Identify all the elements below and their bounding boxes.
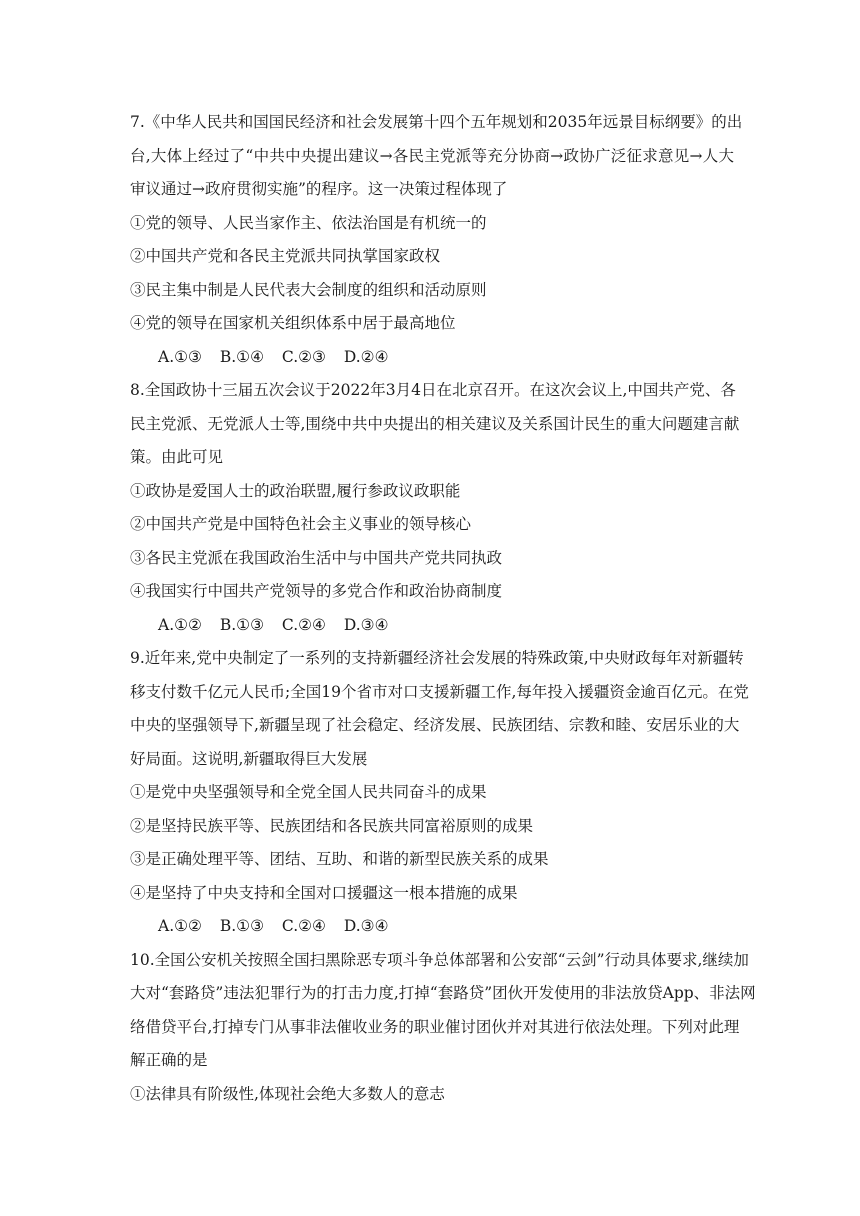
question-stem-line: 大对“套路贷”违法犯罪行为的打击力度,打掉“套路贷”团伙开发使用的非法放贷App、非法网 xyxy=(130,984,756,1002)
statement-option: ④我国实行中国共产党领导的多党合作和政治协商制度 xyxy=(130,582,503,600)
choice-c: C.②③ xyxy=(281,347,326,366)
question-stem-line: 台,大体上经过了“中共中央提出建议→各民主党派等充分协商→政协广泛征求意见→人大 xyxy=(130,146,734,165)
statement-option: ②中国共产党和各民主党派共同执掌国家政权 xyxy=(130,247,441,265)
choice-d: D.③④ xyxy=(343,917,389,935)
question-stem-line: 8.全国政协十三届五次会议于2022年3月4日在北京召开。在这次会议上,中国共产党、各 xyxy=(130,381,736,399)
question-stem-line: 审议通过→政府贯彻实施”的程序。这一决策过程体现了 xyxy=(130,180,508,198)
question-stem-line: 移支付数千亿元人民币;全国19个省市对口支援新疆工作,每年投入援疆资金逾百亿元。在党 xyxy=(130,682,749,701)
statement-option: ①是党中央坚强领导和全党全国人民共同奋斗的成果 xyxy=(130,783,487,801)
choice-b: B.①③ xyxy=(219,917,264,935)
choice-a: A.①② xyxy=(158,615,202,634)
statement-option: ②是坚持民族平等、民族团结和各民族共同富裕原则的成果 xyxy=(130,816,534,835)
choice-a: A.①② xyxy=(158,917,202,935)
statement-option: ②中国共产党是中国特色社会主义事业的领导核心 xyxy=(130,515,472,533)
question-10 xyxy=(130,944,756,1112)
question-7 xyxy=(130,106,743,374)
exam-page xyxy=(130,106,756,1111)
question-stem-line: 10.全国公安机关按照全国扫黑除恶专项斗争总体部署和公安部“云剑”行动具体要求,继续加 xyxy=(130,950,749,969)
choice-c: C.②④ xyxy=(281,615,326,634)
statement-option: ①法律具有阶级性,体现社会绝大多数人的意志 xyxy=(130,1084,445,1103)
choice-a: A.①③ xyxy=(158,347,202,366)
choice-b: B.①④ xyxy=(219,347,264,366)
statement-option: ④党的领导在国家机关组织体系中居于最高地位 xyxy=(130,314,456,332)
statement-option: ③民主集中制是人民代表大会制度的组织和活动原则 xyxy=(130,280,487,299)
statement-option: ①政协是爱国人士的政治联盟,履行参政议政职能 xyxy=(130,481,461,500)
question-stem-line: 络借贷平台,打掉专门从事非法催收业务的职业催讨团伙并对其进行依法处理。下列对此理 xyxy=(130,1017,740,1036)
question-stem-line: 好局面。这说明,新疆取得巨大发展 xyxy=(130,749,368,768)
choice-d: D.②④ xyxy=(343,347,389,366)
answer-choices xyxy=(130,341,734,375)
question-stem-line: 9.近年来,党中央制定了一系列的支持新疆经济社会发展的特殊政策,中央财政每年对新疆转 xyxy=(130,649,744,667)
question-stem-line: 民主党派、无党派人士等,围绕中共中央提出的相关建议及关系国计民生的重大问题建言献 xyxy=(130,414,740,433)
question-stem-line: 7.《中华人民共和国国民经济和社会发展第十四个五年规划和2035年远景目标纲要》的出 xyxy=(130,113,743,131)
statement-option: ①党的领导、人民当家作主、依法治国是有机统一的 xyxy=(130,213,487,232)
choice-d: D.③④ xyxy=(343,615,389,634)
question-stem-line: 中央的坚强领导下,新疆呈现了社会稳定、经济发展、民族团结、宗教和睦、安居乐业的大 xyxy=(130,716,740,734)
question-stem-line: 策。由此可见 xyxy=(130,448,224,466)
question-8 xyxy=(130,374,740,642)
statement-option: ③是正确处理平等、团结、互助、和谐的新型民族关系的成果 xyxy=(130,850,549,868)
answer-choices xyxy=(130,609,734,643)
choice-c: C.②④ xyxy=(281,917,326,935)
question-stem-line: 解正确的是 xyxy=(130,1051,208,1069)
statement-option: ③各民主党派在我国政治生活中与中国共产党共同执政 xyxy=(130,548,503,567)
question-9 xyxy=(130,642,749,944)
answer-choices xyxy=(130,910,734,944)
choice-b: B.①③ xyxy=(219,615,264,634)
statement-option: ④是坚持了中央支持和全国对口援疆这一根本措施的成果 xyxy=(130,883,518,902)
